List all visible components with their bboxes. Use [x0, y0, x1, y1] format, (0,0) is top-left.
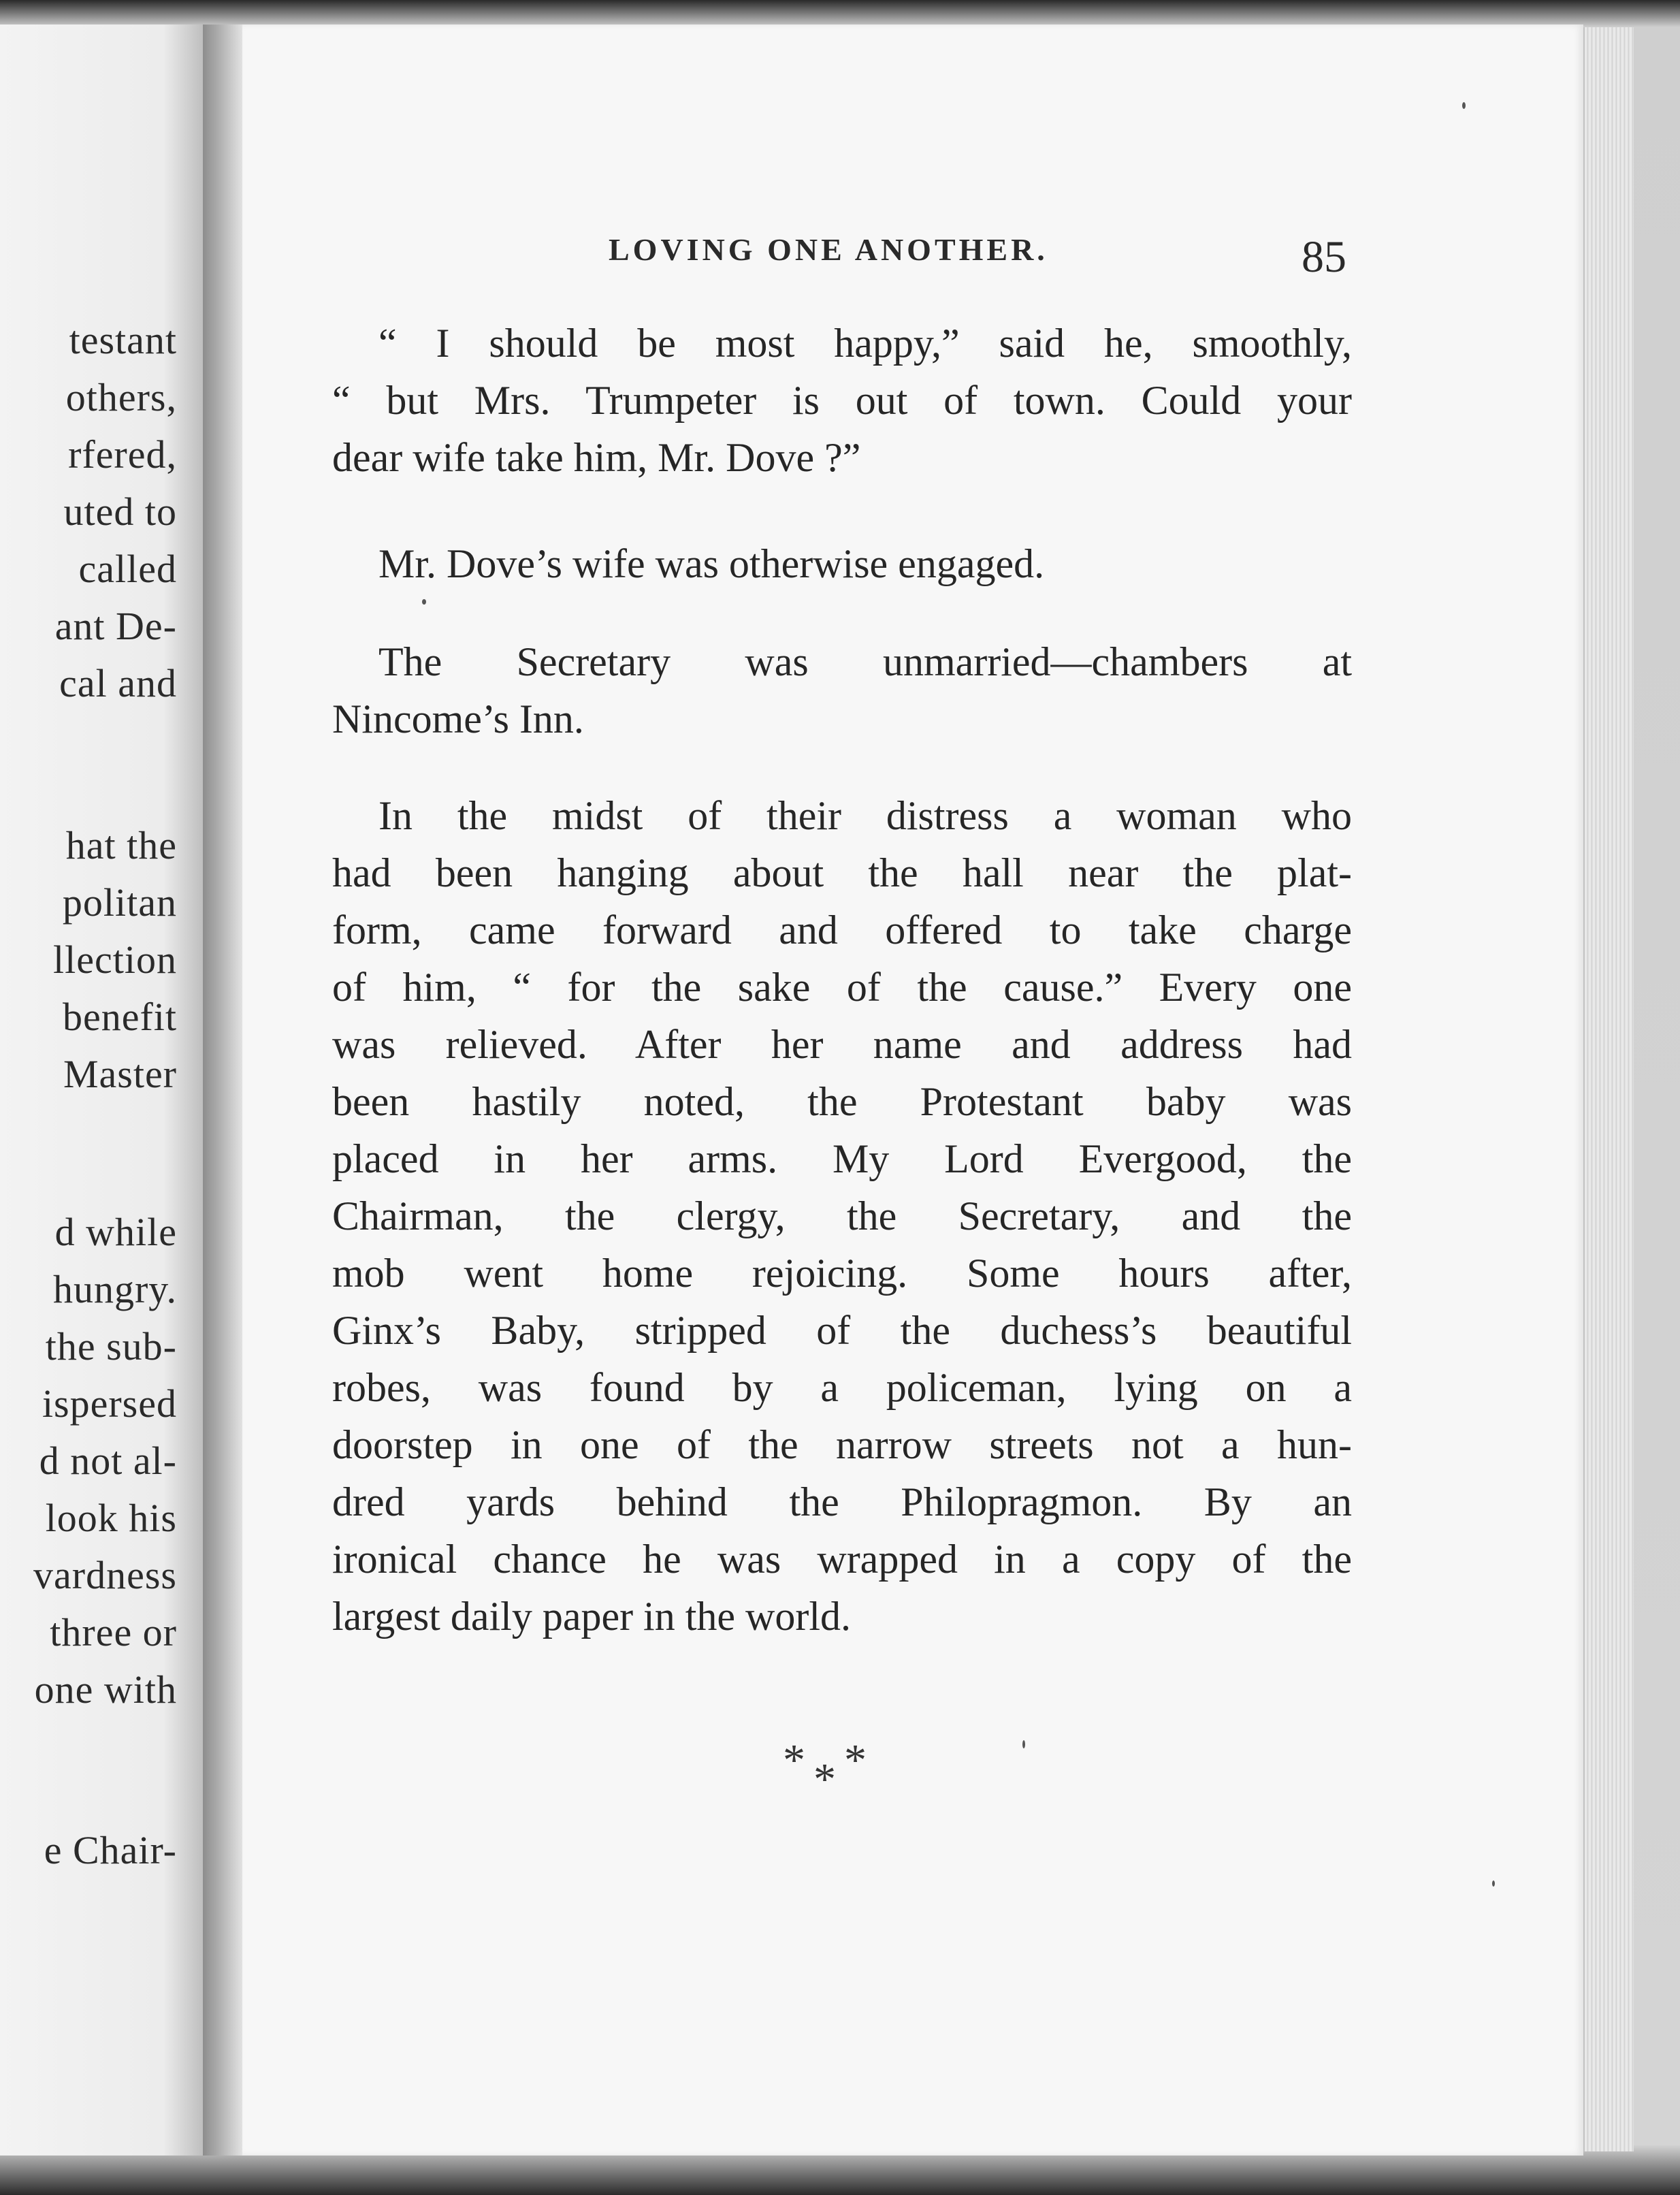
text-line: dred yards behind the Philopragmon. By an [332, 1479, 1352, 1524]
left-line: one with [34, 1667, 177, 1712]
left-line: Master [63, 1052, 177, 1096]
text-line: doorstep in one of the narrow streets not a hun- [332, 1422, 1352, 1467]
text-line: The Secretary was unmarried—chambers at [378, 639, 1352, 684]
left-line: others, [65, 375, 177, 419]
left-line: llection [53, 938, 177, 982]
text-line: had been hanging about the hall near the plat- [332, 850, 1352, 895]
left-page-fragment [0, 25, 204, 2156]
text-line: mob went home rejoicing. Some hours after, [332, 1251, 1352, 1296]
page-number: 85 [1302, 232, 1346, 282]
scan-speck [422, 599, 426, 605]
left-line: hungry. [52, 1267, 177, 1311]
left-line: ispersed [42, 1381, 177, 1426]
text-line: was relieved. After her name and address had [332, 1022, 1352, 1067]
left-line: ant De- [54, 604, 177, 648]
left-line: look his [45, 1496, 177, 1540]
left-line: e Chair- [44, 1828, 177, 1872]
ornament-star: * [844, 1735, 875, 1785]
left-line: uted to [63, 490, 177, 534]
text-line: “ but Mrs. Trumpeter is out of town. Could your [332, 378, 1352, 423]
text-line: of him, “ for the sake of the cause.” Every one [332, 965, 1352, 1010]
text-line: placed in her arms. My Lord Evergood, the [332, 1136, 1352, 1181]
text-line: dear wife take him, Mr. Dove ?” [332, 435, 861, 480]
asterism-ornament [783, 1735, 875, 1804]
text-line: largest daily paper in the world. [332, 1594, 852, 1639]
left-line: vardness [33, 1553, 177, 1597]
text-line: Chairman, the clergy, the Secretary, and the [332, 1193, 1352, 1238]
left-line: d not al- [39, 1439, 177, 1483]
left-line: three or [50, 1610, 177, 1654]
left-line: called [78, 547, 177, 591]
text-line: Ginx’s Baby, stripped of the duchess’s beautiful [332, 1308, 1352, 1353]
left-line: hat the [65, 823, 177, 867]
text-line: Mr. Dove’s wife was otherwise engaged. [378, 541, 1045, 586]
left-line: politan [62, 880, 177, 925]
text-line: robes, was found by a policeman, lying on a [332, 1365, 1352, 1410]
running-head: LOVING ONE ANOTHER. [609, 232, 1048, 267]
page-edges [1583, 27, 1634, 2151]
text-line: In the midst of their distress a woman who [378, 793, 1352, 838]
left-line: cal and [59, 661, 177, 705]
text-line: form, came forward and offered to take charge [332, 908, 1352, 952]
left-line: benefit [62, 995, 177, 1039]
left-line: d while [54, 1210, 177, 1254]
left-line: rfered, [68, 432, 177, 477]
text-line: been hastily noted, the Protestant baby was [332, 1079, 1352, 1124]
left-line: testant [69, 318, 177, 362]
scan-speck [1462, 102, 1466, 109]
scan-speck [1022, 1740, 1025, 1748]
text-line: “ I should be most happy,” said he, smoothly, [378, 321, 1352, 366]
book-gutter [203, 25, 242, 2156]
ornament-star: * [813, 1755, 844, 1804]
text-line: Nincome’s Inn. [332, 696, 584, 741]
ornament-star: * [783, 1735, 813, 1785]
left-line: the sub- [45, 1324, 177, 1368]
scan-speck [1492, 1880, 1495, 1887]
text-line: ironical chance he was wrapped in a copy of the [332, 1537, 1352, 1582]
